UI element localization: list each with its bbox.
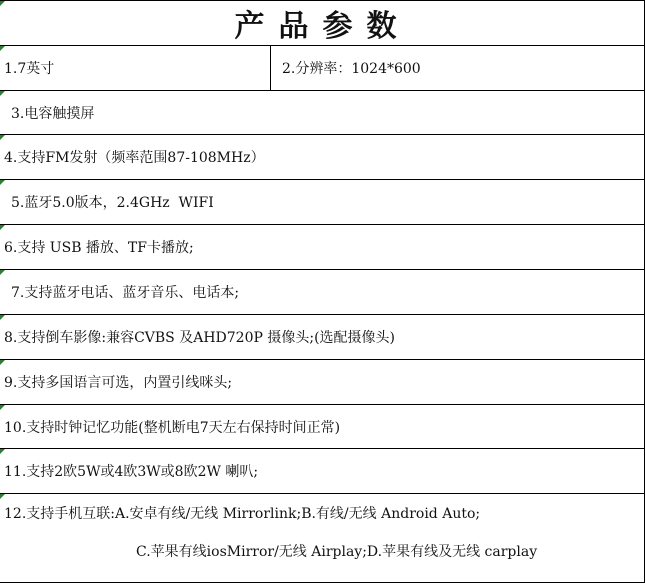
column-divider — [270, 46, 271, 90]
spec-row-12 — [0, 493, 645, 583]
page-title: 产品参数 — [234, 9, 411, 44]
spec-clock-memory: 10.支持时钟记忆功能(整机断电7天左右保持时间正常) — [4, 419, 341, 436]
spec-phone-link-line2: C.苹果有线iosMirror/无线 Airplay;D.苹果有线及无线 carplay — [136, 544, 538, 560]
spec-row-9 — [0, 359, 645, 404]
spec-row-4 — [0, 134, 645, 179]
spec-touchscreen: 3.电容触摸屏 — [11, 105, 95, 122]
spec-reverse-camera: 8.支持倒车影像:兼容CVBS 及AHD720P 摄像头;(选配摄像头) — [4, 330, 396, 346]
spec-languages: 9.支持多国语言可选，内置引线咪头; — [4, 375, 233, 391]
spec-fm: 4.支持FM发射（频率范围87-108MHz） — [4, 150, 265, 166]
spec-row-10 — [0, 404, 645, 448]
spec-resolution: 2.分辨率：1024*600 — [282, 61, 421, 77]
spec-bluetooth-wifi: 5.蓝牙5.0版本，2.4GHz WIFI — [11, 195, 214, 211]
spec-speaker: 11.支持2欧5W或4欧3W或8欧2W 喇叭; — [4, 464, 259, 480]
spec-usb-tf: 6.支持 USB 播放、TF卡播放; — [4, 240, 194, 256]
spec-row-1 — [0, 45, 645, 90]
spec-phone-link-line1: 12.支持手机互联:A.安卓有线/无线 Mirrorlink;B.有线/无线 Android Auto; — [4, 506, 481, 522]
spec-screen-size: 1.7英寸 — [4, 61, 55, 77]
spec-row-7 — [0, 269, 645, 314]
spec-row-5 — [0, 179, 645, 224]
spec-row-6 — [0, 224, 645, 269]
spec-row-3 — [0, 90, 645, 134]
spec-row-8 — [0, 314, 645, 359]
title-row — [0, 0, 645, 45]
spec-bt-features: 7.支持蓝牙电话、蓝牙音乐、电话本; — [11, 285, 240, 301]
spec-row-11 — [0, 448, 645, 493]
